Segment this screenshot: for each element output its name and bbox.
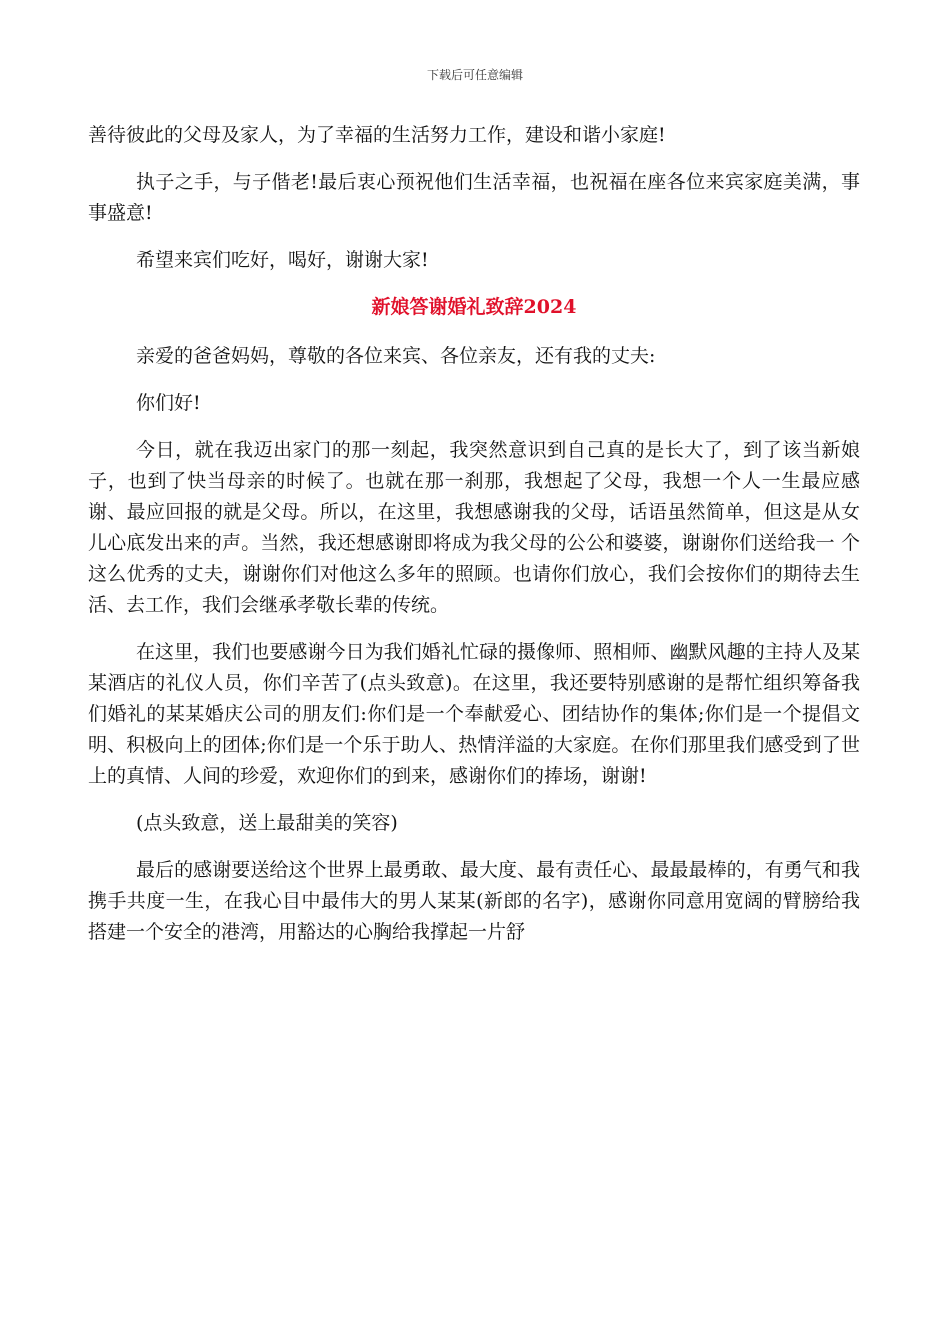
paragraph-stage-direction: (点头致意，送上最甜美的笑容) bbox=[136, 812, 398, 834]
paragraph-hello: 你们好! bbox=[136, 392, 201, 414]
paragraph-family-harmony: 善待彼此的父母及家人，为了幸福的生活努力工作，建设和谐小家庭! bbox=[88, 124, 666, 146]
document-body bbox=[88, 120, 860, 964]
paragraph-blessing: 执子之手，与子偕老!最后衷心预祝他们生活幸福，也祝福在座各位来宾家庭美满，事事盛意! bbox=[88, 171, 860, 224]
section-title: 新娘答谢婚礼致辞2024 bbox=[371, 296, 577, 318]
paragraph-enjoy-meal: 希望来宾们吃好，喝好，谢谢大家! bbox=[136, 249, 429, 271]
paragraph-greeting-address: 亲爱的爸爸妈妈，尊敬的各位来宾、各位亲友，还有我的丈夫: bbox=[136, 345, 656, 367]
paragraph-thanks-staff: 在这里，我们也要感谢今日为我们婚礼忙碌的摄像师、照相师、幽默风趣的主持人及某某酒店的礼仪人员，你们辛苦了(点头致意)。在这里，我还要特别感谢的是帮忙组织筹备我们婚礼的某某婚庆公司的朋友们:你们是一个奉献爱心、团结协作的集体;你们是一个提倡文明、积极向上的团体;你们是一个乐于助人、热情洋溢的大家庭。在你们那里我们感受到了世上的真情、人间的珍爱，欢迎你们的到来，感谢你们的捧场，谢谢! bbox=[88, 641, 860, 787]
paragraph-thanks-groom: 最后的感谢要送给这个世界上最勇敢、最大度、最有责任心、最最最棒的，有勇气和我携手共度一生，在我心目中最伟大的男人某某(新郎的名字)，感谢你同意用宽阔的臂膀给我搭建一个安全的港湾，用豁达的心胸给我撑起一片舒 bbox=[88, 859, 860, 943]
page-header: 下载后可任意编辑 bbox=[426, 68, 523, 82]
paragraph-thanks-parents: 今日，就在我迈出家门的那一刻起，我突然意识到自己真的是长大了，到了该当新娘子，也到了快当母亲的时候了。也就在那一刹那，我想起了父母，我想一个人一生最应感谢、最应回报的就是父母。所以，在这里，我想感谢我的父母，话语虽然简单，但这是从女儿心底发出来的声。当然，我还想感谢即将成为我父母的公公和婆婆，谢谢你们送给我一 个这么优秀的丈夫，谢谢你们对他这么多年的照顾。也请你们放心，我们会按你们的期待去生活、去工作，我们会继承孝敬长辈的传统。 bbox=[88, 439, 860, 616]
